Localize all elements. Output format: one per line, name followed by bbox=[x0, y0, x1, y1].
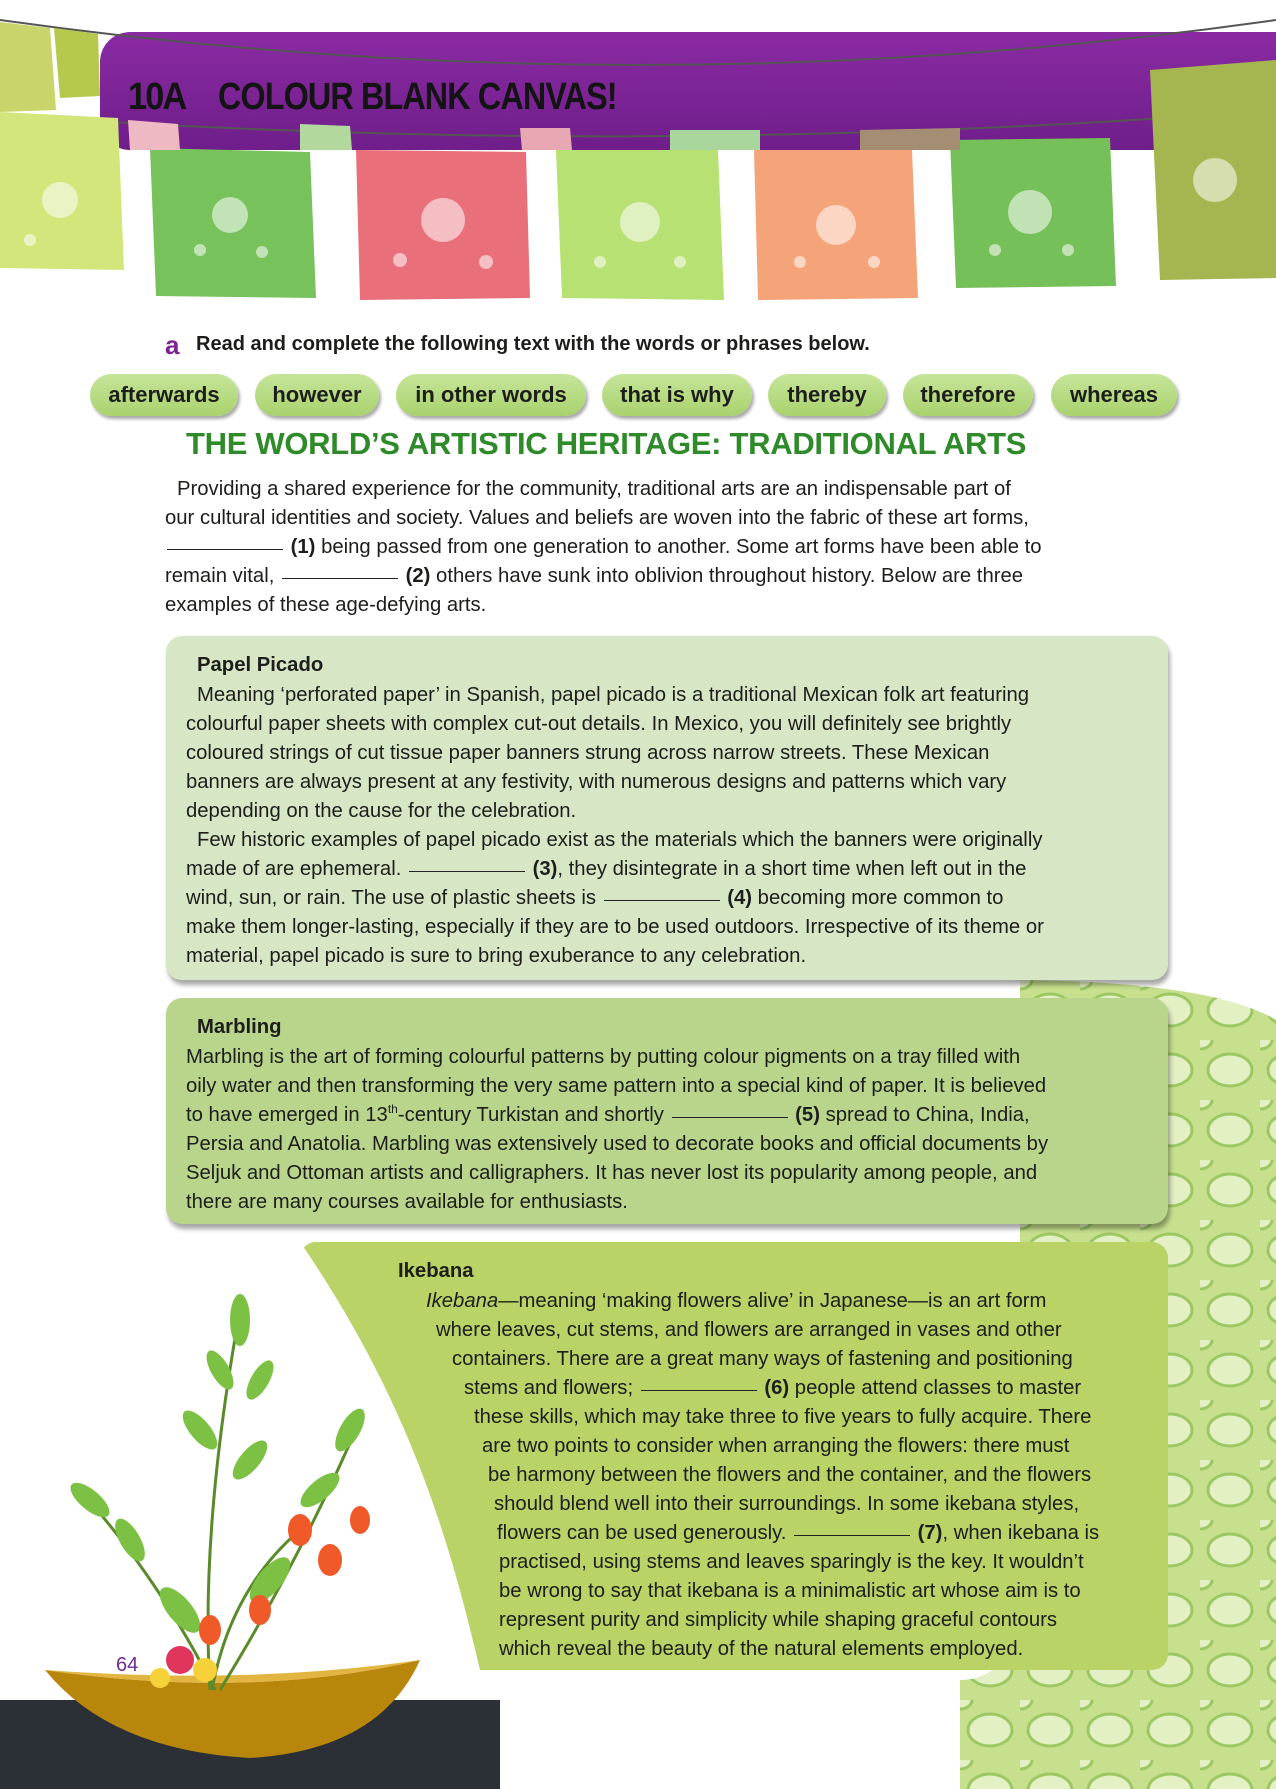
ikebana-text: , when ikebana is bbox=[942, 1522, 1100, 1544]
unit-title: COLOUR BLANK CANVAS! bbox=[218, 76, 617, 118]
intro-line bbox=[165, 562, 1023, 591]
blank-2[interactable] bbox=[282, 577, 398, 579]
gap-number-7: (7) bbox=[917, 1522, 943, 1544]
blank-4[interactable] bbox=[604, 899, 720, 901]
intro-text: remain vital, bbox=[165, 565, 280, 587]
papel-picado-bunting bbox=[0, 0, 1276, 300]
ikebana-line: practised, using stems and leaves sparingly is the key. It wouldn’t bbox=[499, 1551, 1084, 1573]
papel-line: make them longer-lasting, especially if they are to be used outdoors. Irrespective of its theme or bbox=[186, 916, 1044, 938]
marbling-title: Marbling bbox=[197, 1016, 282, 1038]
word-chip-that-is-why: that is why bbox=[602, 374, 752, 416]
task-instruction: Read and complete the following text with the words or phrases below. bbox=[196, 333, 870, 355]
marbling-text: to have emerged in 13 bbox=[186, 1104, 388, 1126]
article-heading: THE WORLD’S ARTISTIC HERITAGE: TRADITIONAL ARTS bbox=[186, 426, 1027, 461]
intro-text: being passed from one generation to another. Some art forms have been able to bbox=[315, 536, 1042, 558]
marbling-line bbox=[186, 1101, 1030, 1130]
gap-number-3: (3) bbox=[532, 858, 558, 880]
papel-line: colourful paper sheets with complex cut-out details. In Mexico, you will definitely see brightly bbox=[186, 713, 1012, 735]
word-chip-in-other-words: in other words bbox=[396, 374, 586, 416]
intro-line: examples of these age-defying arts. bbox=[165, 594, 487, 616]
ikebana-line bbox=[464, 1374, 1081, 1403]
ikebana-line: be wrong to say that ikebana is a minimalistic art whose aim is to bbox=[499, 1580, 1081, 1602]
marbling-text: spread to China, India, bbox=[819, 1104, 1030, 1126]
ikebana-line: represent purity and simplicity while shaping graceful contours bbox=[499, 1609, 1058, 1631]
papel-line: coloured strings of cut tissue paper banners strung across narrow streets. These Mexican bbox=[186, 742, 990, 764]
papel-line: Meaning ‘perforated paper’ in Spanish, papel picado is a traditional Mexican folk art featuring bbox=[197, 684, 1030, 706]
ikebana-line: which reveal the beauty of the natural elements employed. bbox=[499, 1638, 1024, 1660]
papel-line: depending on the cause for the celebration. bbox=[186, 800, 577, 822]
ikebana-title: Ikebana bbox=[398, 1260, 474, 1282]
papel-line bbox=[186, 855, 1026, 884]
papel-text: wind, sun, or rain. The use of plastic sheets is bbox=[186, 887, 602, 909]
blank-5[interactable] bbox=[672, 1116, 788, 1118]
marbling-line: Persia and Anatolia. Marbling was extensively used to decorate books and official documents by bbox=[186, 1133, 1049, 1155]
intro-line bbox=[165, 533, 1042, 562]
papel-line: Few historic examples of papel picado exist as the materials which the banners were originally bbox=[197, 829, 1043, 851]
ikebana-text: people attend classes to master bbox=[789, 1377, 1082, 1399]
gap-number-2: (2) bbox=[405, 565, 431, 587]
blank-7[interactable] bbox=[794, 1534, 910, 1536]
papel-text: , they disintegrate in a short time when left out in the bbox=[557, 858, 1027, 880]
ikebana-line: where leaves, cut stems, and flowers are arranged in vases and other bbox=[436, 1319, 1062, 1341]
marbling-line: oily water and then transforming the very same pattern into a special kind of paper. It is believed bbox=[186, 1075, 1047, 1097]
word-chip-therefore: therefore bbox=[903, 374, 1033, 416]
ikebana-line: should blend well into their surroundings. In some ikebana styles, bbox=[494, 1493, 1080, 1515]
intro-text: others have sunk into oblivion throughout history. Below are three bbox=[430, 565, 1024, 587]
word-chip-afterwards: afterwards bbox=[90, 374, 238, 416]
intro-line: Providing a shared experience for the community, traditional arts are an indispensable part of bbox=[177, 478, 1011, 500]
word-chip-however: however bbox=[255, 374, 379, 416]
ikebana-line: be harmony between the flowers and the container, and the flowers bbox=[488, 1464, 1092, 1486]
word-chip-thereby: thereby bbox=[768, 374, 886, 416]
blank-1[interactable] bbox=[167, 548, 283, 550]
task-letter: a bbox=[165, 330, 180, 360]
marbling-line: Marbling is the art of forming colourful patterns by putting colour pigments on a tray filled with bbox=[186, 1046, 1021, 1068]
ikebana-line bbox=[497, 1519, 1099, 1548]
ikebana-line bbox=[426, 1287, 1046, 1316]
gap-number-1: (1) bbox=[290, 536, 316, 558]
gap-number-4: (4) bbox=[727, 887, 753, 909]
papel-text: becoming more common to bbox=[752, 887, 1004, 909]
blank-6[interactable] bbox=[641, 1389, 757, 1391]
ikebana-line: containers. There are a great many ways of fastening and positioning bbox=[452, 1348, 1073, 1370]
page-number: 64 bbox=[116, 1654, 139, 1676]
superscript: th bbox=[387, 1102, 398, 1116]
ikebana-text: stems and flowers; bbox=[464, 1377, 639, 1399]
word-chip-whereas: whereas bbox=[1051, 374, 1177, 416]
ikebana-line: are two points to consider when arranging the flowers: there must bbox=[482, 1435, 1070, 1457]
blank-3[interactable] bbox=[409, 870, 525, 872]
unit-number: 10A bbox=[128, 76, 186, 118]
ikebana-text: —meaning ‘making flowers alive’ in Japanese—is an art form bbox=[498, 1290, 1047, 1312]
papel-line bbox=[186, 884, 1003, 913]
marbling-line: Seljuk and Ottoman artists and calligraphers. It has never lost its popularity among people, and bbox=[186, 1162, 1038, 1184]
papel-text: made of are ephemeral. bbox=[186, 858, 407, 880]
ikebana-line: these skills, which may take three to five years to fully acquire. There bbox=[474, 1406, 1092, 1428]
marbling-line: there are many courses available for enthusiasts. bbox=[186, 1191, 628, 1213]
papel-line: banners are always present at any festivity, with numerous designs and patterns which vary bbox=[186, 771, 1007, 793]
papel-picado-title: Papel Picado bbox=[197, 654, 324, 676]
marbling-text: -century Turkistan and shortly bbox=[397, 1104, 670, 1126]
ikebana-term: Ikebana bbox=[426, 1290, 499, 1312]
gap-number-6: (6) bbox=[764, 1377, 790, 1399]
ikebana-text: flowers can be used generously. bbox=[497, 1522, 792, 1544]
papel-line: material, papel picado is sure to bring exuberance to any celebration. bbox=[186, 945, 807, 967]
ikebana-arrangement-illustration bbox=[0, 1230, 500, 1789]
intro-line: our cultural identities and society. Values and beliefs are woven into the fabric of these art forms, bbox=[165, 507, 1029, 529]
gap-number-5: (5) bbox=[795, 1104, 820, 1126]
